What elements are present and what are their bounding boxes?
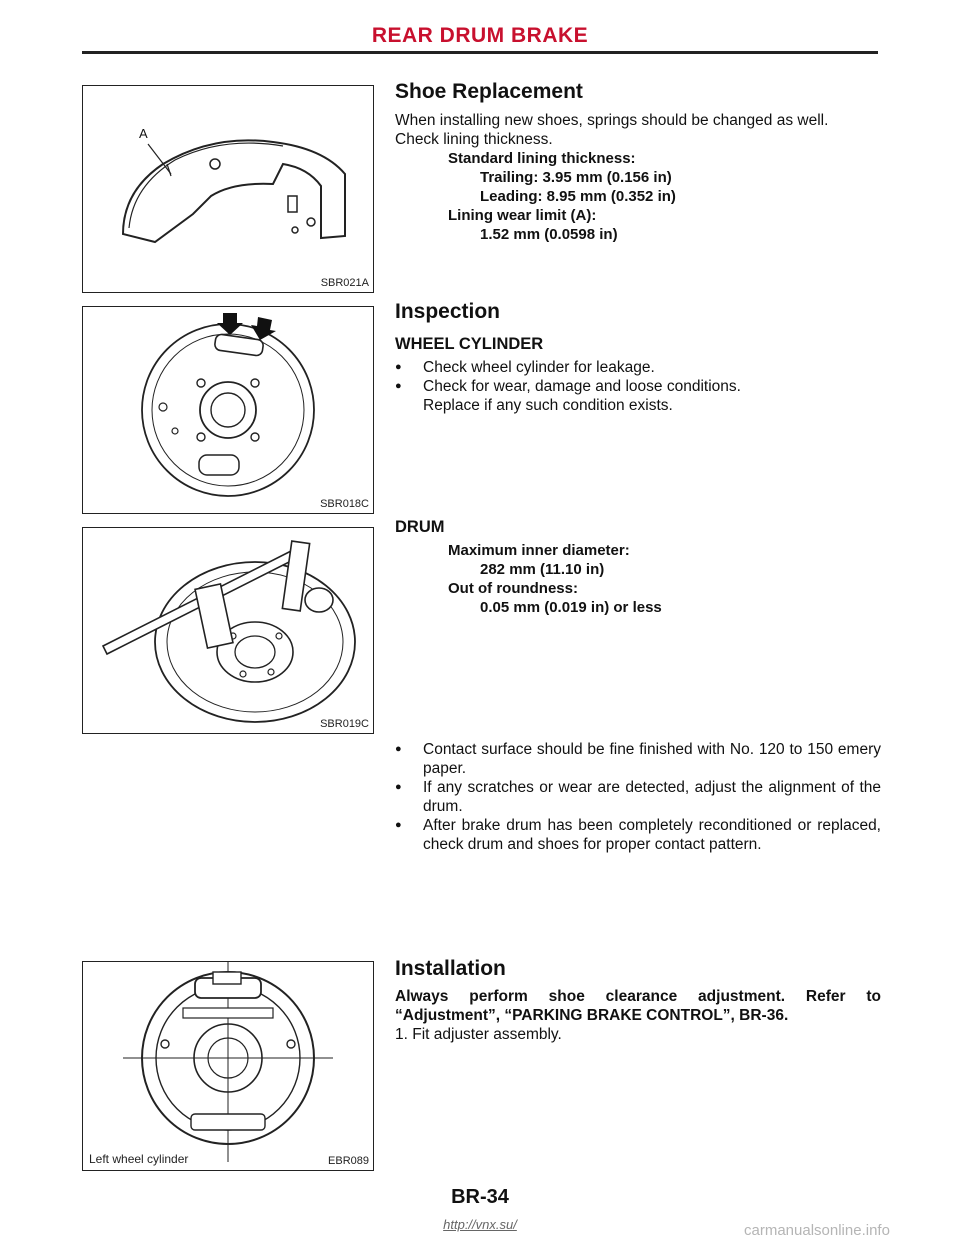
watermark: carmanualsonline.info xyxy=(744,1222,890,1239)
list-item: ● Contact surface should be fine finished with No. 120 to 150 emery paper. xyxy=(395,741,881,777)
dimension-label-a: A xyxy=(139,126,148,141)
figure-caption: Left wheel cylinder xyxy=(89,1152,189,1166)
figure-installation xyxy=(82,961,374,1171)
footer-url[interactable]: http://vnx.su/ xyxy=(443,1217,517,1232)
section-header: REAR DRUM BRAKE xyxy=(371,24,589,47)
figure-code: SBR019C xyxy=(320,718,369,730)
header-rule xyxy=(82,51,878,54)
figure-brake-shoe xyxy=(82,85,374,293)
drum-spec-roundness-label: Out of roundness: xyxy=(448,580,578,597)
figure-code: SBR018C xyxy=(320,498,369,510)
installation-step-1: 1. Fit adjuster assembly. xyxy=(395,1026,562,1043)
drum-list xyxy=(395,740,881,854)
figure-code: SBR021A xyxy=(320,277,369,289)
shoe-text-line1: When installing new shoes, springs should be changed as well. xyxy=(395,112,829,129)
list-item: Replace if any such condition exists. xyxy=(423,397,673,414)
page-number: BR-34 xyxy=(451,1186,509,1208)
figure-drum-measurement xyxy=(82,527,374,734)
drum-spec-diameter-value: 282 mm (11.10 in) xyxy=(480,561,605,578)
wheel-cylinder-heading: WHEEL CYLINDER xyxy=(395,335,544,353)
shoe-text-line2: Check lining thickness. xyxy=(395,131,553,148)
list-item: ● After brake drum has been completely reconditioned or replaced, check drum and shoes for proper contact pattern. xyxy=(395,817,881,853)
spec-leading-value: Leading: 8.95 mm (0.352 in) xyxy=(480,188,676,205)
drum-heading: DRUM xyxy=(395,518,445,536)
drum-spec-roundness-value: 0.05 mm (0.019 in) or less xyxy=(480,599,662,616)
spec-standard-lining-label: Standard lining thickness: xyxy=(448,150,636,167)
figure-backing-plate xyxy=(82,306,374,514)
spec-wear-limit-value: 1.52 mm (0.0598 in) xyxy=(480,226,618,243)
inspection-title: Inspection xyxy=(395,300,501,323)
drum-spec-diameter-label: Maximum inner diameter: xyxy=(448,542,630,559)
figure-code: EBR089 xyxy=(328,1155,369,1167)
list-item: ● Check for wear, damage and loose conditions. xyxy=(395,378,741,395)
shoe-replacement-title: Shoe Replacement xyxy=(395,80,583,103)
wheel-cylinder-list xyxy=(395,358,881,415)
installation-note: Always perform shoe clearance adjustment. Refer to “Adjustment”, “PARKING BRAKE CONTROL”, BR-36. xyxy=(395,988,881,1024)
list-item: ● If any scratches or wear are detected, adjust the alignment of the drum. xyxy=(395,779,881,815)
list-item: ● Check wheel cylinder for leakage. xyxy=(395,359,655,376)
spec-wear-limit-label: Lining wear limit (A): xyxy=(448,207,597,224)
installation-title: Installation xyxy=(395,957,506,980)
spec-trailing-value: Trailing: 3.95 mm (0.156 in) xyxy=(480,169,672,186)
